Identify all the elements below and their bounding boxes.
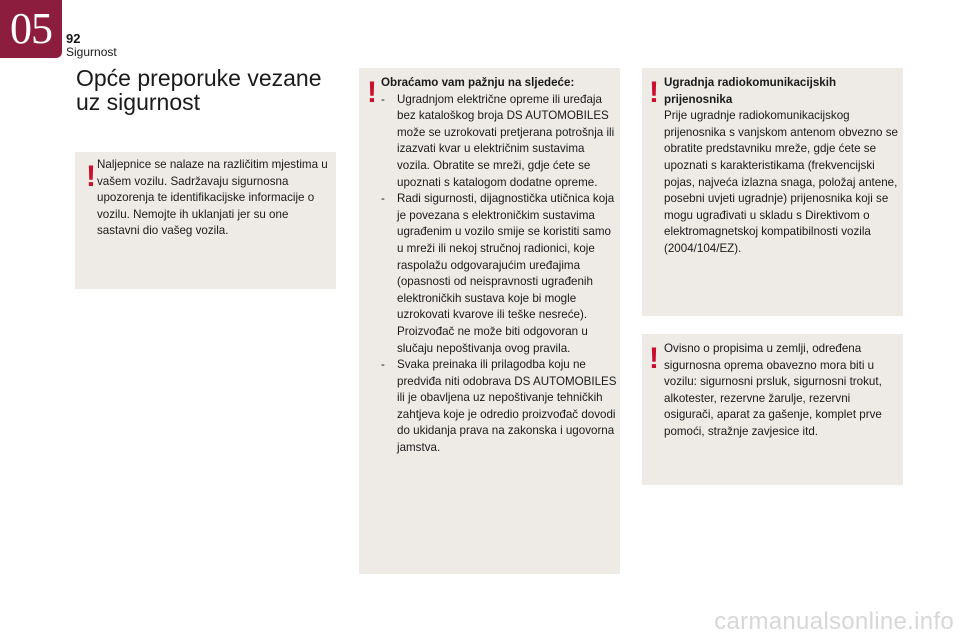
page-title: Opće preporuke vezane uz sigurnost xyxy=(76,65,322,115)
list-item: - Svaka preinaka ili prilagodba koju ne predviđa niti odobrava DS AUTOMOBILES ili je obavljena uz nepoštivanje tehničkih zahtjeva koje je odredio proizvođač dovodi do ukidanja prava na zakonska i ugovorna jamstva. xyxy=(381,357,617,457)
radio-warning-box xyxy=(642,68,903,316)
chapter-tab xyxy=(0,0,62,58)
warning-icon: ! xyxy=(649,342,659,375)
equipment-text: Ovisno o propisima u zemlji, određena sigurnosna oprema obavezno mora biti u vozilu: sigurnosni prsluk, sigurnosni trokut, alkotester, rezervne žarulje, rezervni osigurači, aparat za gašenje, komplet prve pomoći, stražnje zavjesice itd. xyxy=(664,342,882,438)
attention-content xyxy=(381,75,617,457)
equipment-warning-box xyxy=(642,334,903,485)
list-item: - Ugradnjom električne opreme ili uređaja bez kataloškog broja DS AUTOMOBILES može se uzrokovati pretjerana potrošnja ili izazvati kvar u električnim sustavima vozila. Obratite se mreži, gdje ćete se upoznati s katalogom dodatne opreme. xyxy=(381,92,617,192)
radio-heading: Ugradnja radiokomunikacijskih prijenosnika xyxy=(664,76,837,106)
warning-icon: ! xyxy=(367,76,377,109)
watermark: carmanualsonline.info xyxy=(714,608,954,635)
warning-icon: ! xyxy=(86,160,96,193)
warning-icon: ! xyxy=(649,76,659,109)
radio-content xyxy=(664,75,900,258)
section-name: Sigurnost xyxy=(66,45,117,59)
list-item: - Radi sigurnosti, dijagnostička utičnica koja je povezana s elektroničkim sustavima ugrađenim u vozilo smije se koristiti samo u mreži ili nekoj stručnoj radionici, koje raspolažu odgovarajućim uređajima (opasnosti od neispravnosti ugrađenih elektroničkih sustava koje bi mogle uzrokovati kvarove ili teške nesreće). Proizvođač ne može biti odgovoran u slučaju nepoštivanja ovog pravila. xyxy=(381,191,617,357)
attention-heading: Obraćamo vam pažnju na sljedeće: xyxy=(381,76,575,89)
labels-warning-box xyxy=(75,152,336,289)
labels-text: Naljepnice se nalaze na različitim mjestima u vašem vozilu. Sadržavaju sigurnosna upozorenja te identifikacijske informacije o vozilu. Nemojte ih uklanjati jer su one sastavni dio vašeg vozila. xyxy=(97,158,328,238)
attention-list xyxy=(381,92,617,457)
chapter-number: 05 xyxy=(10,4,52,53)
page-number: 92 xyxy=(66,31,81,46)
attention-warning-box xyxy=(359,68,620,574)
radio-text: Prije ugradnje radiokomunikacijskog prijenosnika s vanjskom antenom obvezno se obratite predstavniku mreže, gdje ćete se upoznati s karakteristikama (frekvencijski pojas, najveća izlazna snaga, položaj antene, posebni uvjeti ugradnje) prijenosnika koji se mogu ugrađivati u skladu s Direktivom o elektromagnetskoj kompatibilnosti vozila (2004/104/EZ). xyxy=(664,109,898,255)
